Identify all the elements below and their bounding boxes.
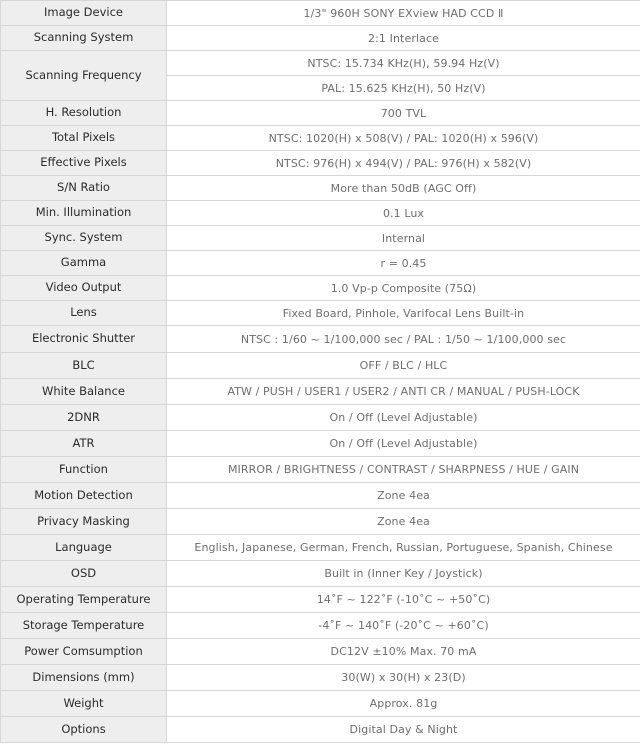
spec-row-function bbox=[1, 457, 640, 483]
spec-row-storage-temperature bbox=[1, 613, 640, 639]
spec-value: Built in (Inner Key / Joystick) bbox=[167, 561, 640, 587]
spec-row-min-illumination bbox=[1, 201, 640, 226]
spec-row-options bbox=[1, 717, 640, 743]
spec-value: Internal bbox=[167, 226, 640, 251]
spec-label: Language bbox=[1, 535, 167, 561]
spec-label: Operating Temperature bbox=[1, 587, 167, 613]
spec-row-blc bbox=[1, 353, 640, 379]
spec-label: S/N Ratio bbox=[1, 176, 167, 201]
spec-value: MIRROR / BRIGHTNESS / CONTRAST / SHARPNESS / HUE / GAIN bbox=[167, 457, 640, 483]
spec-label: Video Output bbox=[1, 276, 167, 301]
spec-row-h-resolution bbox=[1, 101, 640, 126]
spec-value: 1/3" 960H SONY EXview HAD CCD Ⅱ bbox=[167, 1, 640, 26]
spec-row-image-device bbox=[1, 1, 640, 26]
spec-value: NTSC: 976(H) x 494(V) / PAL: 976(H) x 582(V) bbox=[167, 151, 640, 176]
spec-value: OFF / BLC / HLC bbox=[167, 353, 640, 379]
spec-label: 2DNR bbox=[1, 405, 167, 431]
spec-value: Zone 4ea bbox=[167, 483, 640, 509]
spec-label: Scanning System bbox=[1, 26, 167, 51]
spec-row-osd bbox=[1, 561, 640, 587]
spec-row-operating-temperature bbox=[1, 587, 640, 613]
spec-value: Approx. 81g bbox=[167, 691, 640, 717]
spec-label: H. Resolution bbox=[1, 101, 167, 126]
spec-value: -4˚F ~ 140˚F (-20˚C ~ +60˚C) bbox=[167, 613, 640, 639]
spec-value: Digital Day & Night bbox=[167, 717, 640, 743]
spec-value: English, Japanese, German, French, Russian, Portuguese, Spanish, Chinese bbox=[167, 535, 640, 561]
spec-label: Power Comsumption bbox=[1, 639, 167, 665]
spec-value: NTSC: 1020(H) x 508(V) / PAL: 1020(H) x 596(V) bbox=[167, 126, 640, 151]
spec-value: More than 50dB (AGC Off) bbox=[167, 176, 640, 201]
spec-row-total-pixels bbox=[1, 126, 640, 151]
spec-value: 700 TVL bbox=[167, 101, 640, 126]
spec-row-motion-detection bbox=[1, 483, 640, 509]
spec-value: 1.0 Vp-p Composite (75Ω) bbox=[167, 276, 640, 301]
spec-label: Options bbox=[1, 717, 167, 743]
spec-label: OSD bbox=[1, 561, 167, 587]
spec-value: Fixed Board, Pinhole, Varifocal Lens Built-in bbox=[167, 301, 640, 326]
spec-row-sync-system bbox=[1, 226, 640, 251]
spec-label: White Balance bbox=[1, 379, 167, 405]
spec-label: Electronic Shutter bbox=[1, 326, 167, 353]
spec-row-2dnr bbox=[1, 405, 640, 431]
spec-label: Scanning Frequency bbox=[1, 51, 167, 101]
spec-value: Zone 4ea bbox=[167, 509, 640, 535]
spec-value: On / Off (Level Adjustable) bbox=[167, 431, 640, 457]
spec-value: 0.1 Lux bbox=[167, 201, 640, 226]
spec-label: BLC bbox=[1, 353, 167, 379]
spec-label: Total Pixels bbox=[1, 126, 167, 151]
spec-value: 30(W) x 30(H) x 23(D) bbox=[167, 665, 640, 691]
spec-label: Min. Illumination bbox=[1, 201, 167, 226]
spec-value-pal: PAL: 15.625 KHz(H), 50 Hz(V) bbox=[167, 76, 640, 101]
spec-label: Motion Detection bbox=[1, 483, 167, 509]
spec-value: r = 0.45 bbox=[167, 251, 640, 276]
spec-row-scanning-system bbox=[1, 26, 640, 51]
spec-label: Effective Pixels bbox=[1, 151, 167, 176]
spec-label: ATR bbox=[1, 431, 167, 457]
spec-value: NTSC : 1/60 ~ 1/100,000 sec / PAL : 1/50 ~ 1/100,000 sec bbox=[167, 326, 640, 353]
spec-label: Sync. System bbox=[1, 226, 167, 251]
spec-label: Dimensions (mm) bbox=[1, 665, 167, 691]
spec-row-lens bbox=[1, 301, 640, 326]
spec-value: 2:1 Interlace bbox=[167, 26, 640, 51]
spec-label: Lens bbox=[1, 301, 167, 326]
spec-value: On / Off (Level Adjustable) bbox=[167, 405, 640, 431]
spec-row-gamma bbox=[1, 251, 640, 276]
spec-row-power-consumption bbox=[1, 639, 640, 665]
spec-label: Gamma bbox=[1, 251, 167, 276]
spec-row-sn-ratio bbox=[1, 176, 640, 201]
spec-label: Privacy Masking bbox=[1, 509, 167, 535]
spec-label: Function bbox=[1, 457, 167, 483]
spec-value-ntsc: NTSC: 15.734 KHz(H), 59.94 Hz(V) bbox=[167, 51, 640, 76]
spec-label: Image Device bbox=[1, 1, 167, 26]
spec-row-weight bbox=[1, 691, 640, 717]
spec-row-atr bbox=[1, 431, 640, 457]
spec-label: Weight bbox=[1, 691, 167, 717]
spec-row-video-output bbox=[1, 276, 640, 301]
spec-label: Storage Temperature bbox=[1, 613, 167, 639]
spec-value: ATW / PUSH / USER1 / USER2 / ANTI CR / MANUAL / PUSH-LOCK bbox=[167, 379, 640, 405]
spec-row-scanning-frequency bbox=[1, 51, 640, 76]
spec-row-dimensions bbox=[1, 665, 640, 691]
spec-value: 14˚F ~ 122˚F (-10˚C ~ +50˚C) bbox=[167, 587, 640, 613]
spec-row-effective-pixels bbox=[1, 151, 640, 176]
spec-row-electronic-shutter bbox=[1, 326, 640, 353]
spec-row-language bbox=[1, 535, 640, 561]
spec-row-privacy-masking bbox=[1, 509, 640, 535]
spec-row-white-balance bbox=[1, 379, 640, 405]
spec-value: DC12V ±10% Max. 70 mA bbox=[167, 639, 640, 665]
